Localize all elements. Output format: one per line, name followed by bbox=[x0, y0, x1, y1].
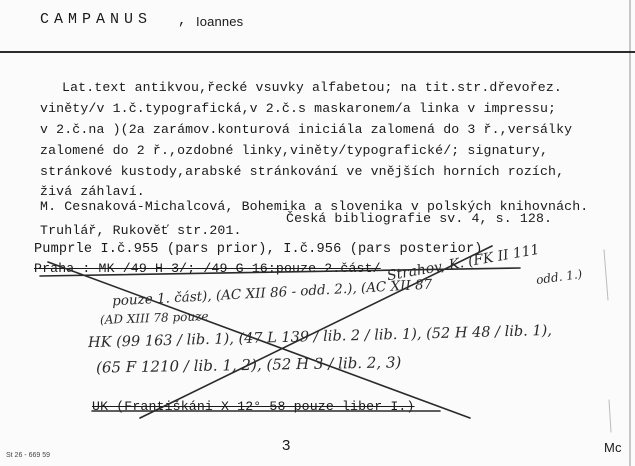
reference-truhlar: Truhlář, Rukověť str.201. bbox=[40, 223, 242, 238]
author-forename: Ioannes bbox=[196, 14, 244, 29]
praha-strike-line bbox=[40, 268, 520, 276]
margin-mark-2 bbox=[609, 400, 611, 432]
reference-cesnakova: M. Cesnaková-Michalcová, Bohemika a slovenika v polských knihovnách. bbox=[40, 199, 589, 214]
handwritten-line-c: HK (99 163 / lib. 1), (47 L 139 / lib. 2 / lib. 1), (52 H 48 / lib. 1), bbox=[87, 322, 553, 352]
margin-mark bbox=[604, 250, 608, 300]
card-code: Mc bbox=[604, 440, 622, 455]
holding-pumprle: Pumprle I.č.955 (pars prior), I.č.956 (pars posterior) bbox=[34, 242, 483, 257]
handwritten-line-a: pouze 1. část), (AC XII 86 - odd. 2.), (AC XII 87 bbox=[111, 276, 433, 310]
description-line-2: viněty/v 1.č.typografická,v 2.č.s maskaronem/a linka v impressu; bbox=[40, 101, 557, 116]
header-comma: , bbox=[178, 13, 187, 29]
description-line-3: v 2.č.na )(2a zarámov.konturová iniciála zalomená do 3 ř.,versálky bbox=[40, 122, 573, 137]
handwritten-line-b: (AD XIII 78 pouze bbox=[99, 309, 209, 327]
page-number: 3 bbox=[282, 437, 291, 454]
holding-praha-struck: Praha : MK /49 H 3/; /49 G 16:pouze 2.část/ bbox=[34, 261, 381, 276]
author-surname: CAMPANUS bbox=[40, 11, 153, 28]
description-line-4: zalomené do 2 ř.,ozdobné linky,viněty/typografické/; signatury, bbox=[40, 143, 549, 158]
diagonal-cross-line-1 bbox=[48, 262, 470, 418]
description-line-6: živá záhlaví. bbox=[40, 184, 145, 199]
handwritten-line-d: (65 F 1210 / lib. 1, 2), (52 H 3 / lib. 2, 3) bbox=[95, 353, 402, 377]
print-code: St 26 - 669 59 bbox=[6, 452, 50, 459]
holding-uk-struck: UK (Františkáni X 12° 58 pouze liber I.) bbox=[92, 399, 415, 414]
handwritten-odd-1: odd. 1.) bbox=[535, 266, 584, 288]
reference-ceska-bibliografie: Česká bibliografie sv. 4, s. 128. bbox=[286, 211, 553, 226]
description-line-5: stránkové kustody,arabské stránkování ve vnějších horních rozích, bbox=[40, 164, 565, 179]
handwritten-strahov: Strahov, K. (FK II 111 bbox=[385, 241, 541, 285]
description-line-1: Lat.text antikvou,řecké vsuvky alfabetou; na tit.str.dřevořez. bbox=[62, 80, 562, 95]
